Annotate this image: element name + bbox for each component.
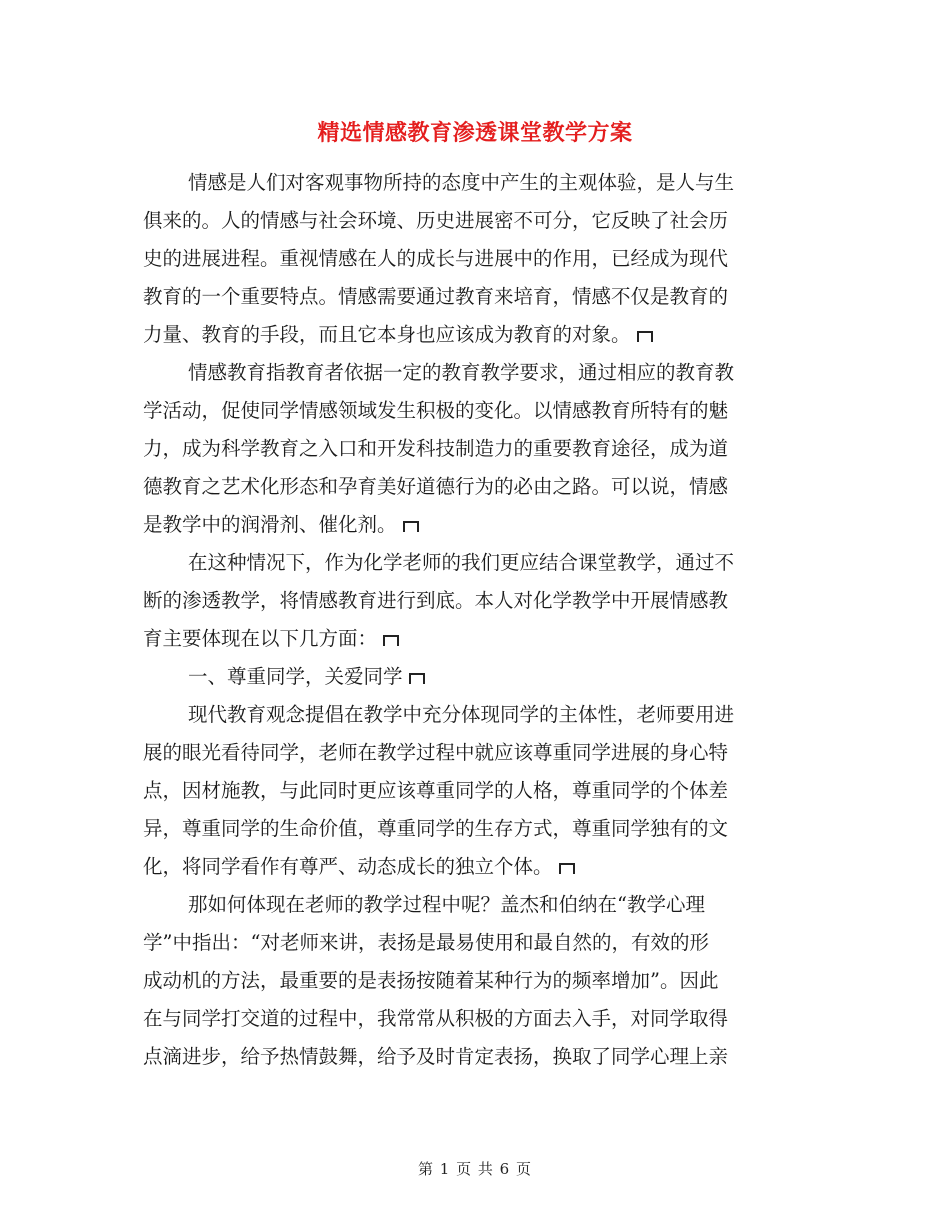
- paragraph-return-icon: [409, 673, 425, 684]
- body-line: 化，将同学看作有尊严、动态成长的独立个体。: [143, 848, 796, 886]
- body-line: 力量、教育的手段，而且它本身也应该成为教育的对象。: [143, 316, 796, 354]
- body-line: 断的渗透教学，将情感教育进行到底。本人对化学教学中开展情感教: [143, 589, 729, 612]
- document-body: [143, 164, 796, 1076]
- body-line: 教育的一个重要特点。情感需要通过教育来培育，情感不仅是教育的: [143, 285, 729, 308]
- body-line: 那如何体现在老师的教学过程中呢？盖杰和伯纳在“教学心理: [188, 893, 705, 916]
- body-line: 在与同学打交道的过程中，我常常从积极的方面去入手，对同学取得: [143, 1007, 729, 1030]
- body-line: 俱来的。人的情感与社会环境、历史进展密不可分，它反映了社会历: [143, 209, 729, 232]
- body-line: 在这种情况下，作为化学老师的我们更应结合课堂教学，通过不: [188, 551, 735, 574]
- paragraph-return-icon: [383, 635, 399, 646]
- body-line: 学”中指出：“对老师来讲，表扬是最易使用和最自然的，有效的形: [143, 931, 709, 954]
- page-number: 第 1 页 共 6 页: [418, 1160, 532, 1178]
- body-line: 史的进展进程。重视情感在人的成长与进展中的作用，已经成为现代: [143, 247, 729, 270]
- section-heading: 一、尊重同学，关爱同学: [143, 658, 796, 696]
- body-line: 点滴进步，给予热情鼓舞，给予及时肯定表扬，换取了同学心理上亲: [143, 1045, 729, 1068]
- paragraph-return-icon: [559, 863, 575, 874]
- paragraph-return-icon: [637, 331, 653, 342]
- body-line: 异，尊重同学的生命价值，尊重同学的生存方式，尊重同学独有的文: [143, 817, 729, 840]
- body-line: 现代教育观念提倡在教学中充分体现同学的主体性，老师要用进: [188, 703, 735, 726]
- body-line: 情感是人们对客观事物所持的态度中产生的主观体验，是人与生: [188, 171, 735, 194]
- body-line: 展的眼光看待同学，老师在教学过程中就应该尊重同学进展的身心特: [143, 741, 729, 764]
- body-line: 力，成为科学教育之入口和开发科技制造力的重要教育途径，成为道: [143, 437, 729, 460]
- body-line: 情感教育指教育者依据一定的教育教学要求，通过相应的教育教: [188, 361, 735, 384]
- body-line: 学活动，促使同学情感领域发生积极的变化。以情感教育所特有的魅: [143, 399, 729, 422]
- body-line: 是教学中的润滑剂、催化剂。: [143, 506, 796, 544]
- body-line: 点，因材施教，与此同时更应该尊重同学的人格，尊重同学的个体差: [143, 779, 729, 802]
- document-title: 精选情感教育渗透课堂教学方案: [317, 120, 633, 146]
- body-line: 育主要体现在以下几方面：: [143, 620, 796, 658]
- body-line: 成动机的方法，最重要的是表扬按随着某种行为的频率增加”。因此: [143, 969, 719, 992]
- body-line: 德教育之艺术化形态和孕育美好道德行为的必由之路。可以说，情感: [143, 475, 729, 498]
- paragraph-return-icon: [403, 521, 419, 532]
